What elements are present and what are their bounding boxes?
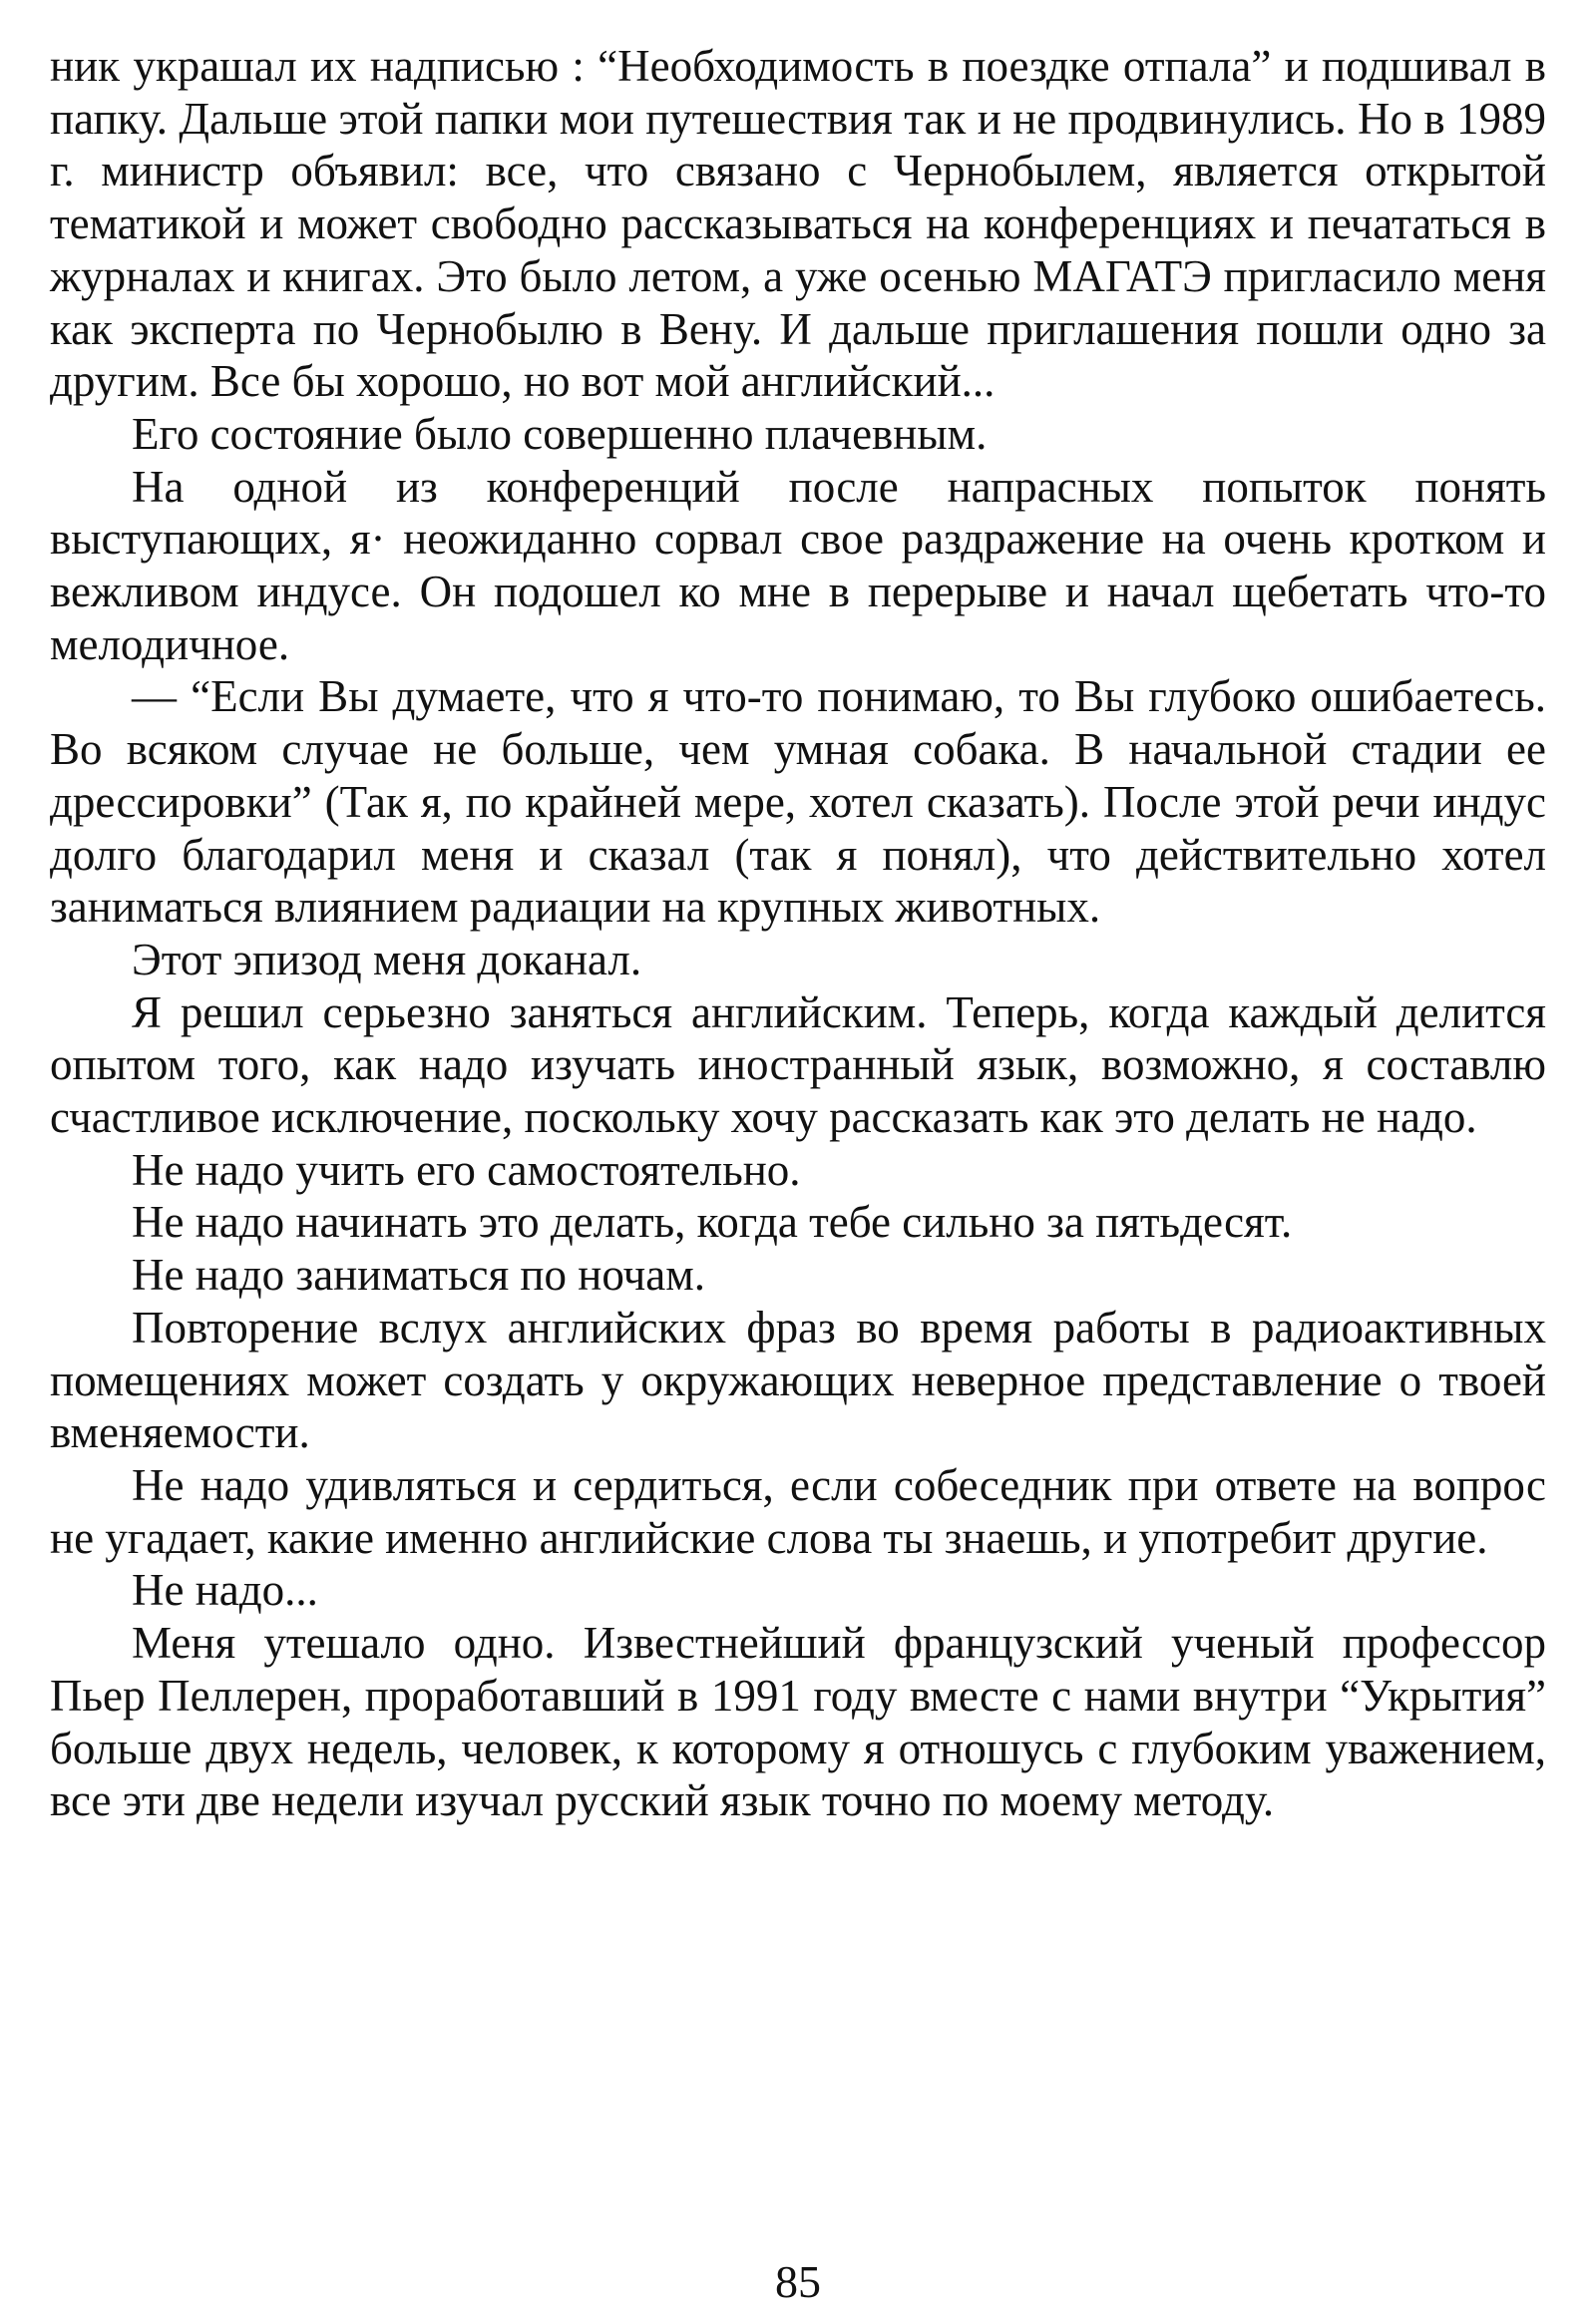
paragraph-8: Не надо начинать это делать, когда тебе сильно за пятьдесят. (132, 1197, 1293, 1248)
paragraph-7: Не надо учить его самостоятельно. (132, 1144, 801, 1195)
page-number: 85 (775, 2256, 821, 2307)
paragraph-4: — “Если Вы думаете, что я что-то понимаю, то Вы глубоко ошибаетесь. Во всяком случае не больше, чем умная собака. В начальной стадии ее дрессировки” (Так я, по крайней мере, хотел сказать). После этой речи индус долго благодарил меня и сказал (так я понял), что действительно хотел заниматься влиянием радиации на крупных животных. (50, 671, 1546, 933)
body-text (50, 40, 1546, 1827)
paragraph-2: Его состояние было совершенно плачевным. (132, 408, 988, 459)
paragraph-1: ник украшал их надписью : “Необходимость в поездке отпала” и подшивал в папку. Дальше этой папки мои путешествия так и не продвинулись. Но в 1989 г. министр объявил: все, что связано с Чернобылем, является открытой тематикой и может свободно рассказываться на конференциях и печататься в журналах и книгах. Это было летом, а уже осенью МАГАТЭ пригласило меня как эксперта по Чернобылю в Вену. И дальше приглашения пошли одно за другим. Все бы хорошо, но вот мой английский... (50, 41, 1546, 407)
paragraph-3: На одной из конференций после напрасных попыток понять выступающих, я· неожиданно сорвал свое раздражение на очень кротком и вежливом индусе. Он подошел ко мне в перерыве и начал щебетать что-то мелодичное. (50, 461, 1546, 669)
paragraph-12: Не надо... (132, 1565, 318, 1616)
paragraph-11: Не надо удивляться и сердиться, если собеседник при ответе на вопрос не угадает, какие именно английские слова ты знаешь, и употребит другие. (50, 1459, 1546, 1563)
book-page (50, 40, 1546, 2274)
paragraph-13: Меня утешало одно. Известнейший французский ученый профессор Пьер Пеллерен, проработавший в 1991 году вместе с нами внутри “Укрытия” больше двух недель, человек, к которому я отношусь с глубоким уважением, все эти две недели изучал русский язык точно по моему методу. (50, 1618, 1546, 1826)
paragraph-10: Повторение вслух английских фраз во время работы в радиоактивных помещениях может создать у окружающих неверное представление о твоей вменяемости. (50, 1302, 1546, 1458)
paragraph-5: Этот эпизод меня доканал. (132, 934, 642, 984)
paragraph-9: Не надо заниматься по ночам. (132, 1250, 706, 1301)
paragraph-6: Я решил серьезно заняться английским. Теперь, когда каждый делится опытом того, как надо изучать иностранный язык, возможно, я составлю счастливое исключение, поскольку хочу рассказать как это делать не надо. (50, 986, 1546, 1143)
